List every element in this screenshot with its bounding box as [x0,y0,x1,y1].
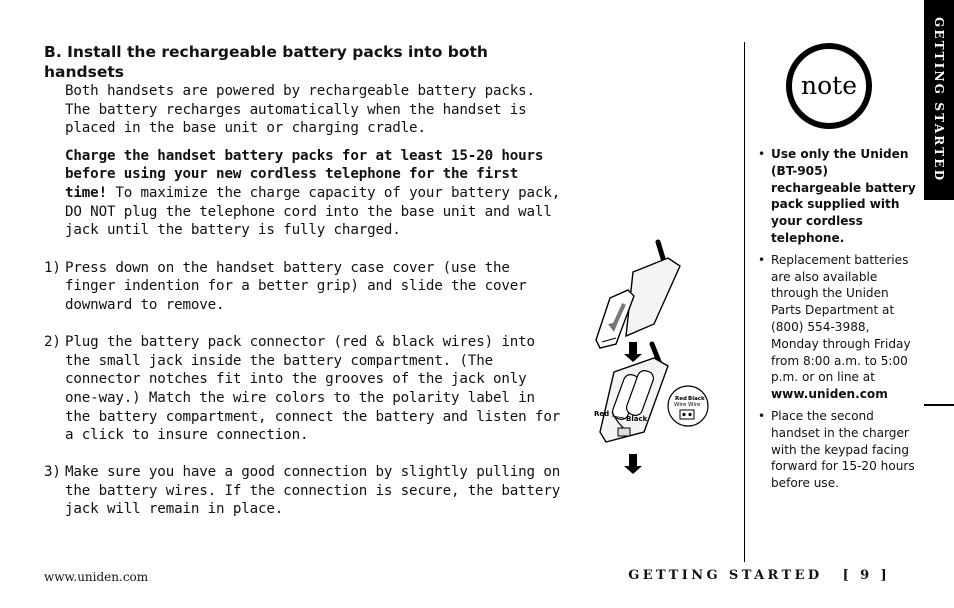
step-1 [44,259,564,315]
polarity-wire-label-2: Wire [688,402,701,408]
intro-block [44,82,564,240]
note-sidebar [758,146,916,497]
arrow-down-icon [624,454,642,474]
side-tab-label: GETTING STARTED [932,17,946,183]
uniden-website-link[interactable]: www.uniden.com [771,387,888,402]
note-item-text: Use only the Uniden (BT-905) rechargeable battery pack supplied with your cordless telephone. [771,147,916,245]
side-tab-divider [924,404,954,406]
intro-line-2: The battery recharges automatically when the handset is placed in the base unit or charging cradle. [65,101,527,137]
bullet-icon: • [758,408,766,423]
steps-list [44,259,564,519]
section-heading: B. Install the rechargeable battery packs into both handsets [44,43,488,81]
step-text: Make sure you have a good connection by slightly pulling on the battery wires. If the connection is secure, the battery jack will remain in place. [65,464,561,518]
step-text: Press down on the handset battery case cover (use the finger indention for a better grip) and slide the cover downward to remove. [65,259,527,313]
charge-text: To maximize the charge capacity of your battery pack, DO NOT plug the telephone cord into the base unit and wall jack until the battery is fully charged. [65,184,561,239]
arrow-down-icon [624,342,642,362]
section-side-tab [924,0,954,200]
note-item-2 [758,252,916,403]
footer-section-title: GETTING STARTED [628,568,823,583]
polarity-wire-label-1: Wire [674,402,687,408]
step-number: 2) [44,334,61,351]
main-content [44,42,564,538]
bullet-icon: • [758,147,766,161]
note-item-3 [758,408,916,492]
note-item-2-text: Replacement batteries are also available through the Uniden Parts Department at (800) 554-3988, Monday through Friday from 8:00 a.m. to 5:00 p.m. or on line at [771,252,911,385]
bullet-icon: • [758,252,766,267]
step-text: Plug the battery pack connector (red & black wires) into the small jack inside the battery compartment. (The connector notches fit into the grooves of the jack only one-way.) Match the wire colors to the polarity label in the battery compartment, connect the battery and listen for a click to insure connection. [65,334,561,444]
black-wire-label: Black [626,415,648,423]
column-divider [744,42,745,562]
polarity-red-label: Red [675,396,687,402]
polarity-black-label: Black [688,396,705,402]
note-item-text [771,252,916,403]
note-item-1 [758,146,916,247]
charge-paragraph [65,147,564,240]
intro-line-1: Both handsets are powered by rechargeable battery packs. [65,83,535,99]
step-3 [44,463,564,519]
note-badge-label: note [801,70,857,100]
handset-cover-removal-drawing [596,242,680,348]
battery-install-illustration [588,232,718,477]
step-number: 3) [44,464,61,481]
charge-warning: Charge the handset battery packs for at least 15-20 hours before using your new cordless telephone for the first time! [65,147,544,201]
footer-url[interactable]: www.uniden.com [44,570,149,584]
polarity-label-callout [668,386,708,426]
note-item-text: Place the second handset in the charger with the keypad facing forward for 15-20 hours before use. [771,408,915,491]
red-wire-label: Red [594,410,610,418]
step-number: 1) [44,259,61,276]
step-2 [44,333,564,445]
footer-section [628,568,890,583]
note-list [758,146,916,492]
note-badge [786,43,872,129]
page-number: [ 9 ] [842,568,890,583]
